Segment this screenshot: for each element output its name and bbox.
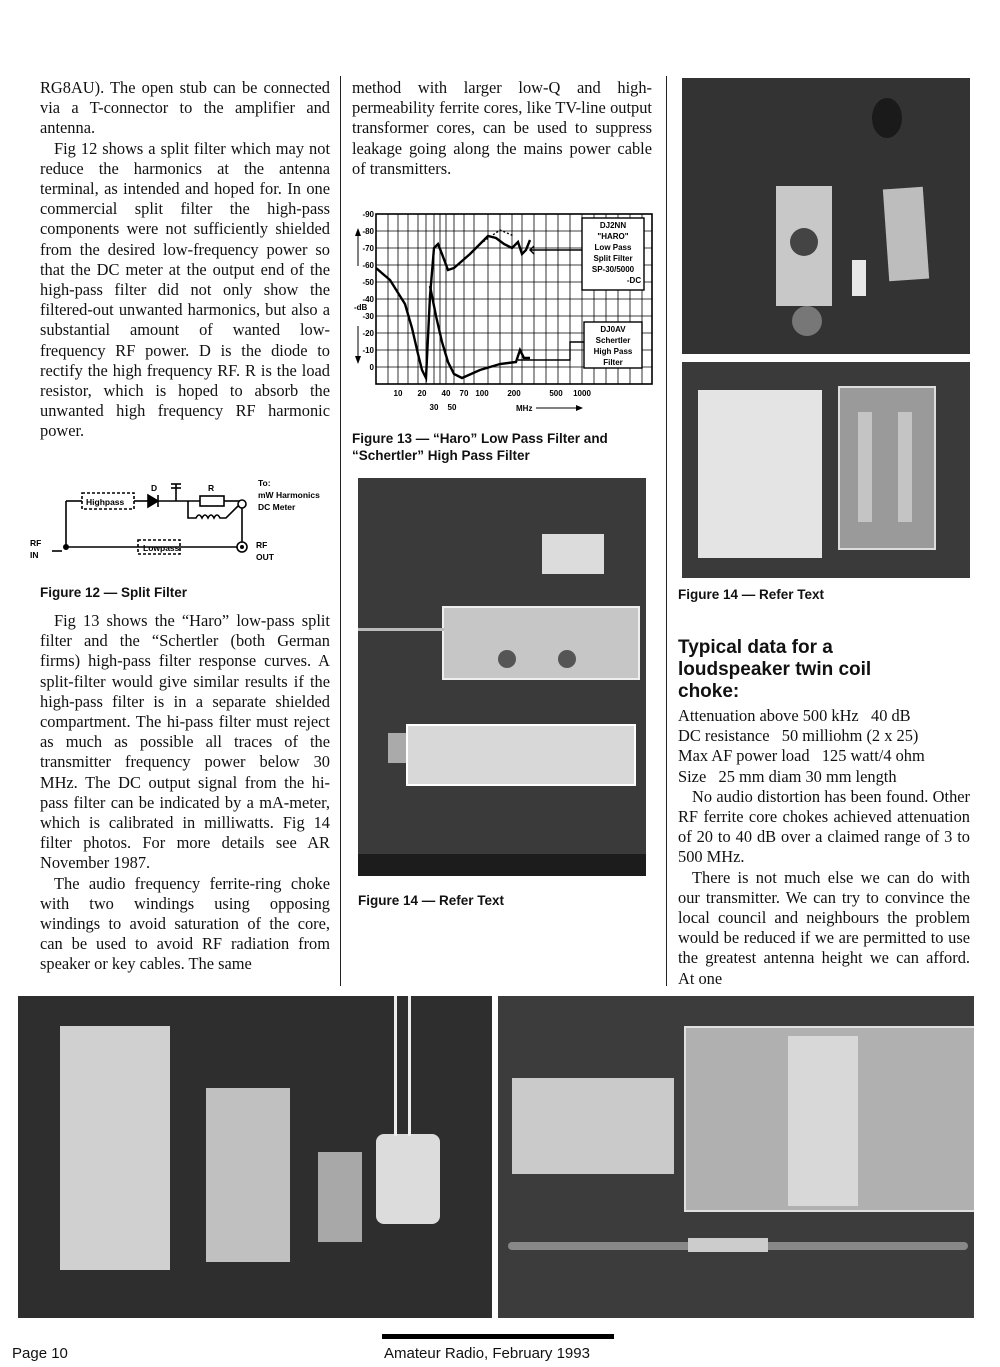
fig13-xtick: 200	[507, 389, 521, 398]
fig13-ytick: -80	[362, 227, 374, 236]
fig13-legend1-line-3: Low Pass	[594, 243, 632, 252]
figure-13-chart	[350, 206, 656, 428]
fig13-xtick: 20	[417, 389, 427, 398]
figure-14-photo-center	[358, 478, 646, 876]
fig13-xlabel: MHz	[516, 404, 533, 413]
fig13-ylabel: -dB	[354, 303, 368, 312]
figure-12-caption: Figure 12 — Split Filter	[40, 585, 188, 600]
fig12-to-label-2: mW Harmonics	[258, 490, 320, 500]
fig13-legend2-line-2: Schertler	[595, 336, 631, 345]
fig13-legend1-line-4: Split Filter	[593, 254, 633, 263]
figure-13-caption	[352, 430, 608, 464]
figure-14-caption-right: Figure 14 — Refer Text	[678, 587, 825, 602]
figure-14-photo-right-bottom	[682, 362, 970, 578]
fig12-highpass-label: Highpass	[86, 497, 125, 507]
fig12-rf-out-label-2: OUT	[256, 552, 274, 562]
fig13-legend2-line-4: Filter	[603, 358, 623, 367]
col3-paragraph-2: There is not much else we can do with our transmitter. We can try to convince the local council and neighbours the problem would be reduced if we are permitted to use the greatest antenna height we can afford. At one	[678, 867, 970, 988]
fig13-xtick: 100	[475, 389, 489, 398]
spec-attenuation: Attenuation above 500 kHz 40 dB	[678, 706, 911, 725]
figure-13-caption-line-2: “Schertler” High Pass Filter	[352, 448, 530, 463]
fig13-xtick: 1000	[573, 389, 591, 398]
col1-paragraph-2: Fig 12 shows a split filter which may not reduce the harmonics at the antenna terminal, as intended and hoped for. In one commercial split filter the high-pass components were not sufficiently shielded from the desired low-frequency power so that the DC meter at the output end of the high-pass filter did not only show the filtered-out unwanted harmonics, but also a substantial amount of wanted low-frequency RF power. D is the diode to rectify the high frequency RF. R is the load resistor, which is hoped to absorb the unwanted high frequency RF harmonic power.	[40, 138, 330, 441]
fig12-lowpass-label: Lowpass	[143, 543, 180, 553]
fig12-d-label: D	[151, 483, 158, 493]
fig13-xtick: 40	[441, 389, 451, 398]
figure-14-photo-right-top	[682, 78, 970, 354]
fig13-legend1-line-1: DJ2NN	[599, 221, 627, 230]
fig12-rf-in-label-1: RF	[30, 538, 42, 548]
fig13-legend2-line-3: High Pass	[593, 347, 633, 356]
figure-13-caption-line-1: Figure 13 — “Haro” Low Pass Filter and	[352, 431, 608, 446]
bottom-photo-right	[498, 996, 974, 1318]
column-rule-2	[666, 76, 667, 986]
fig13-lowpass-curve	[376, 236, 530, 378]
fig13-ytick: -10	[362, 346, 374, 355]
fig13-xtick: 500	[549, 389, 563, 398]
fig13-xtick: 50	[447, 403, 457, 412]
figure-14-caption-center: Figure 14 — Refer Text	[358, 893, 505, 908]
fig12-rf-in-label-2: IN	[30, 550, 39, 560]
column-2	[352, 78, 652, 179]
fig13-legend1-line-6: -DC	[626, 276, 642, 285]
fig13-legend1-line-5: SP-30/5000	[591, 265, 635, 274]
fig12-to-label-1: To:	[258, 478, 271, 488]
figure-12-diagram	[30, 474, 340, 578]
footer-magazine-title: Amateur Radio, February 1993	[384, 1345, 590, 1362]
fig13-ytick: 0	[369, 363, 374, 372]
fig13-ytick: -20	[362, 329, 374, 338]
fig12-rf-out-label-1: RF	[256, 540, 268, 550]
spec-max-af-power: Max AF power load 125 watt/4 ohm	[678, 746, 925, 766]
fig13-legend2-line-1: DJ0AV	[600, 325, 626, 334]
col1-paragraph-1: RG8AU). The open stub can be connected via a T-connector to the amplifier and antenna.	[40, 78, 330, 138]
column-1	[40, 78, 330, 442]
fig13-ytick: -50	[362, 278, 374, 287]
col1-paragraph-3: Fig 13 shows the “Haro” low-pass split filter and the “Schertler (both German firms) high-pass filter response curves. A split-filter would give similar results if the high-pass filter is in a separate shielded compartment. The hi-pass filter must reject as much as possible all traces of the transmitter frequency power below 30 MHz. The DC output signal from the hi-pass filter can be indicated by a mA-meter, which is calibrated in milliwatts. Fig 14 filter photos. For more details see AR November 1987.	[40, 611, 330, 873]
bottom-photo-left	[18, 996, 492, 1318]
spec-dc-resistance: DC resistance 50 milliohm (2 x 25)	[678, 726, 919, 746]
col3-paragraph-1: No audio distortion has been found. Other RF ferrite core chokes achieved attenuation of 20 to 40 dB over a claimed range of 3 to 500 MHz.	[678, 786, 970, 867]
fig13-highpass-curve	[430, 286, 530, 378]
col1-paragraph-4: The audio frequency ferrite-ring choke with two windings using opposing windings to avoid saturation of the core, can be used to avoid RF radiation from speaker or key cables. The same	[40, 873, 330, 974]
column-3-heading: Typical data for a loudspeaker twin coil choke:	[678, 637, 872, 702]
footer-rule	[382, 1334, 614, 1339]
col2-paragraph-1: method with larger low-Q and high-permeability ferrite cores, like TV-line output transformer cores, can be used to suppress leakage going along the mains power cable of transmitters.	[352, 78, 652, 178]
fig12-r-label: R	[208, 483, 215, 493]
fig13-xtick: 30	[429, 403, 439, 412]
fig13-lowpass-dotted	[480, 230, 514, 244]
fig13-ytick: -70	[362, 244, 374, 253]
column-3	[678, 706, 970, 989]
fig13-ytick: -90	[362, 210, 374, 219]
fig13-xtick: 10	[393, 389, 403, 398]
fig13-legend1-line-2: "HARO"	[597, 232, 629, 241]
fig13-ytick: -60	[362, 261, 374, 270]
spec-size: Size 25 mm diam 30 mm length	[678, 766, 897, 786]
fig13-ytick: -30	[362, 312, 374, 321]
fig13-ytick: -40	[362, 295, 374, 304]
fig12-to-label-3: DC Meter	[258, 502, 296, 512]
fig13-xtick: 70	[459, 389, 469, 398]
column-rule-1	[340, 76, 341, 986]
footer-page-number: Page 10	[12, 1345, 68, 1362]
column-1-continued	[40, 611, 330, 975]
